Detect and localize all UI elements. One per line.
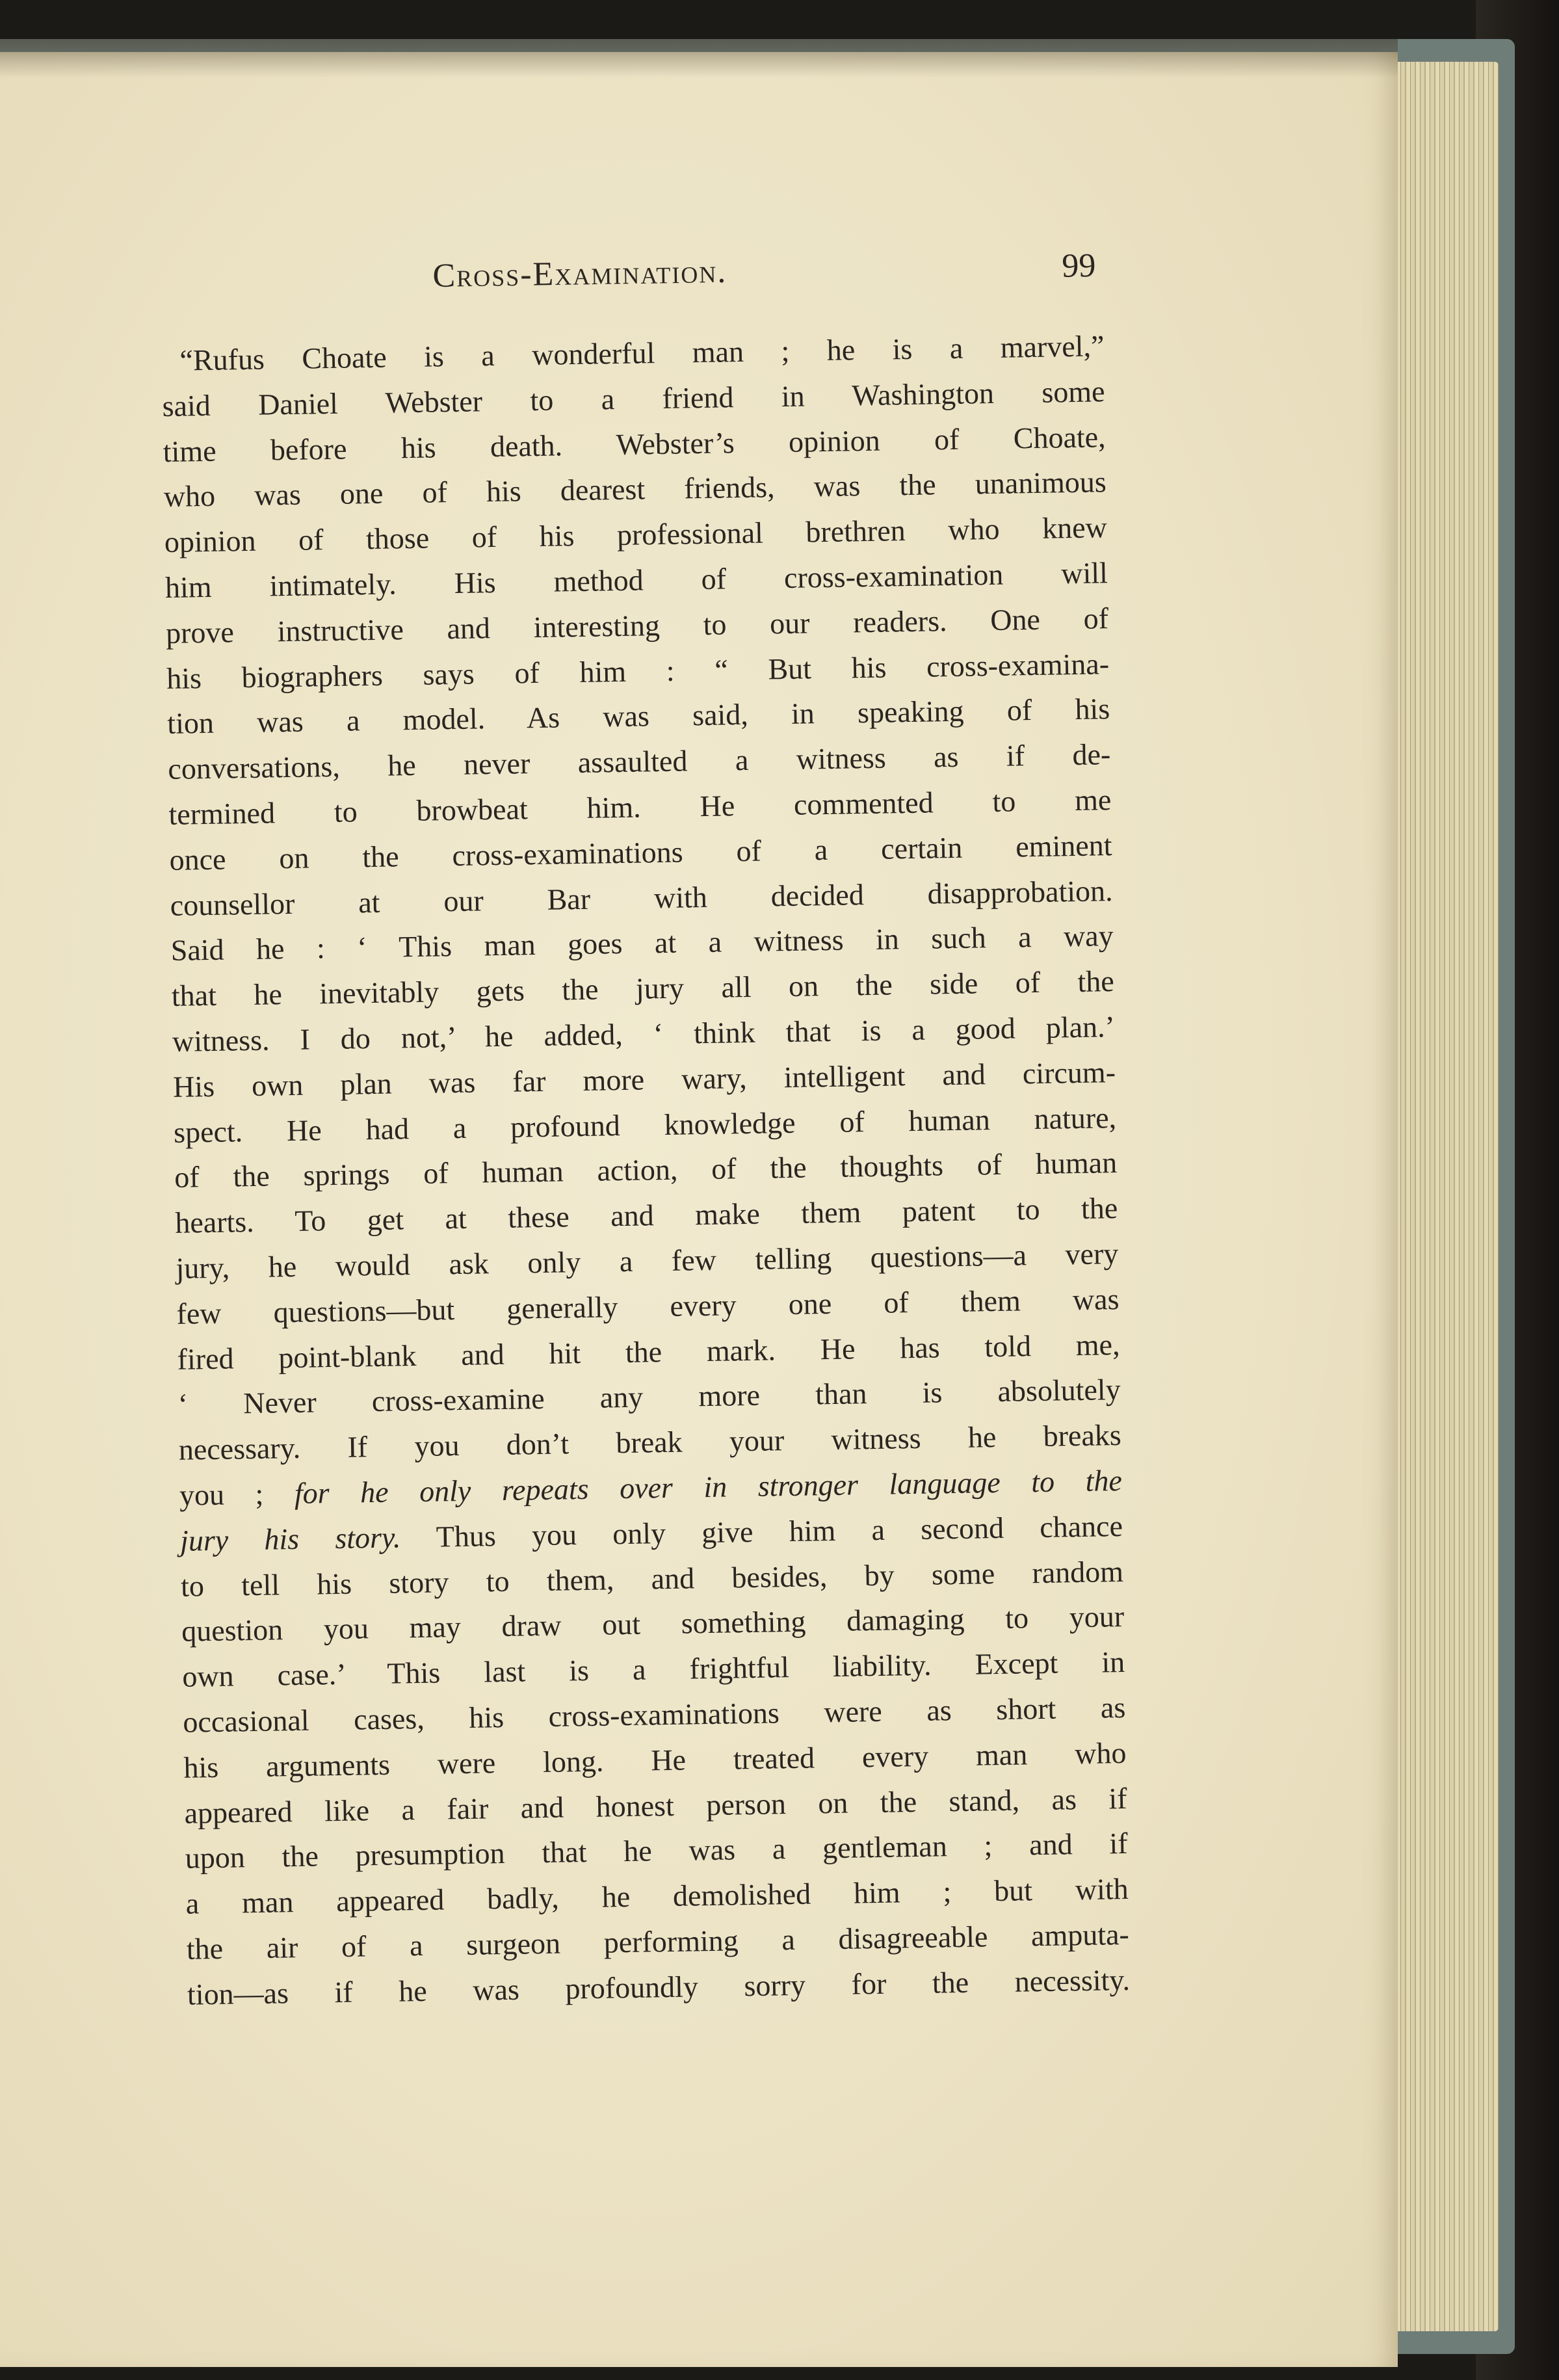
text-line: jury, he would ask only a few telling questions—a very: [176, 1236, 1119, 1285]
text-line: a man appeared badly, he demolished him ; but with: [185, 1872, 1129, 1920]
text-line: tion was a model. As was said, in speaking of his: [166, 692, 1110, 741]
text-line: of the springs of human action, of the thoughts of human: [174, 1146, 1118, 1195]
text-line: his biographers says of him : “ But his cross-examina-: [166, 646, 1110, 695]
text-line: spect. He had a profound knowledge of human nature,: [173, 1100, 1117, 1149]
text-line: appeared like a fair and honest person on the stand, as if: [184, 1781, 1127, 1830]
text-line: ‘ Never cross-examine any more than is absolutely: [177, 1373, 1121, 1421]
italic-text: for he only repeats over in stronger language to the: [294, 1463, 1123, 1510]
text-line: termined to browbeat him. He commented to me: [168, 783, 1112, 831]
running-title: Cross-Examination.: [432, 252, 727, 295]
text-line: tion—as if he was profoundly sorry for the necessity.: [187, 1963, 1131, 2011]
italic-text: jury his story.: [179, 1520, 401, 1557]
text-line: him intimately. His method of cross-examination will: [164, 556, 1108, 604]
text-line: Said he : ‘ This man goes at a witness in such a way: [170, 919, 1114, 968]
text-line: the air of a surgeon performing a disagreeable amputa-: [186, 1917, 1130, 1966]
text-line: counsellor at our Bar with decided disapprobation.: [170, 873, 1113, 922]
text-line: few questions—but generally every one of them was: [176, 1282, 1120, 1330]
page-number: 99: [1061, 246, 1096, 285]
text-line: prove instructive and interesting to our readers. One of: [165, 601, 1109, 650]
text-line: once on the cross-examinations of a certain eminent: [169, 828, 1112, 877]
text-line: opinion of those of his professional brethren who knew: [164, 510, 1108, 559]
text-line: upon the presumption that he was a gentleman ; and if: [185, 1827, 1128, 1875]
text-line: fired point-blank and hit the mark. He has told me,: [177, 1327, 1120, 1376]
text-line: “Rufus Choate is a wonderful man ; he is a marvel,”: [179, 329, 1105, 377]
text-line: that he inevitably gets the jury all on the side of the: [171, 964, 1115, 1013]
text-line: question you may draw out something damaging to your: [181, 1600, 1125, 1648]
text-line: his arguments were long. He treated every man who: [183, 1736, 1127, 1784]
body-text: [161, 323, 1130, 2017]
text-line: witness. I do not,’ he added, ‘ think that is a good plan.’: [172, 1010, 1116, 1058]
text-line: His own plan was far more wary, intelligent and circum-: [172, 1055, 1116, 1104]
text-line: own case.’ This last is a frightful liability. Except in: [181, 1645, 1125, 1693]
roman-text: you ;: [179, 1476, 295, 1512]
text-line: to tell his story to them, and besides, by some random: [180, 1554, 1124, 1603]
text-line: hearts. To get at these and make them patent to the: [174, 1191, 1118, 1239]
page-top-shadow: [0, 39, 1398, 78]
text-line: conversations, he never assaulted a witness as if de-: [168, 737, 1111, 786]
text-line: necessary. If you don’t break your witness he breaks: [178, 1418, 1122, 1466]
text-line: occasional cases, his cross-examinations were as short as: [183, 1690, 1126, 1739]
text-line: time before his death. Webster’s opinion of Choate,: [163, 419, 1106, 468]
text-line: who was one of his dearest friends, was the unanimous: [163, 465, 1107, 514]
text-line: said Daniel Webster to a friend in Washington some: [162, 375, 1105, 423]
roman-text: Thus you only give him a second chance: [400, 1509, 1123, 1554]
